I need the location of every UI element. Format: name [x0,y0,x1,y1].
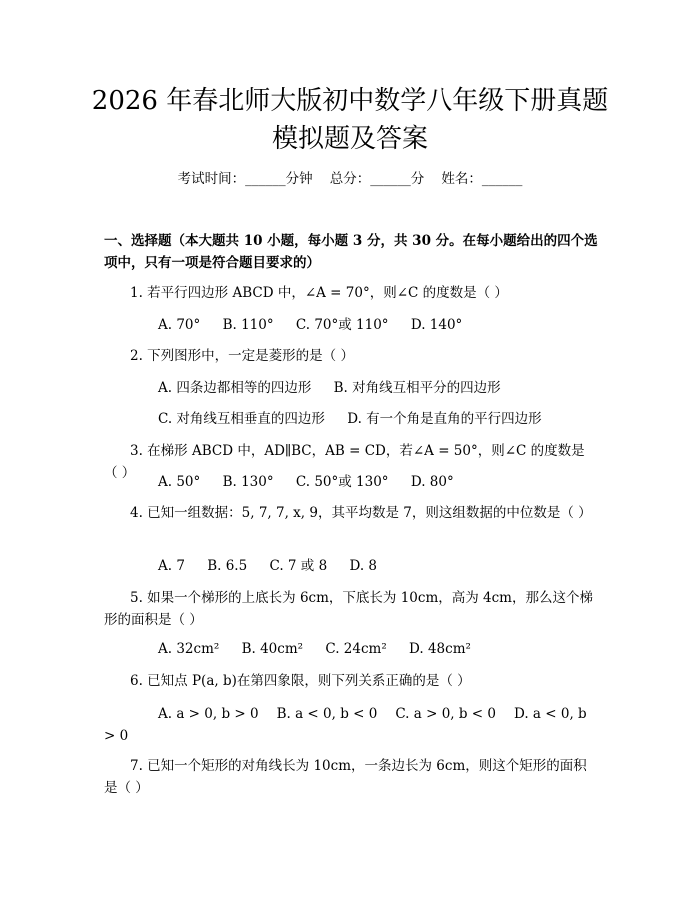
option-d: D. 80° [410,474,454,490]
question-2-options-row-2 [158,408,542,430]
question-3-stem: 3. 在梯形 ABCD 中，AD∥BC，AB = CD，若∠A = 50°，则∠C 的度数是（ ） [104,443,585,481]
option-a: A. 四条边都相等的四边形 [158,380,312,396]
question-4-stem: 4. 已知一组数据：5, 7, 7, x, 9，其平均数是 7，则这组数据的中位数是（ ） [130,505,592,521]
option-c: C. 50°或 130° [295,474,389,490]
option-b: B. 6.5 [207,558,248,574]
option-b: B. a < 0, b < 0 [276,706,378,722]
option-c: C. a > 0, b < 0 [395,706,496,722]
question-1-options [158,314,462,336]
question-7 [104,755,594,799]
question-4-options [158,555,377,577]
question-2 [104,345,594,367]
option-a: A. 70° [158,317,201,333]
question-4 [104,502,594,524]
option-d: D. 140° [410,317,463,333]
question-5-options [158,638,471,660]
option-a: A. a > 0, b > 0 [158,706,259,722]
option-b: B. 130° [222,474,274,490]
question-2-stem: 2. 下列图形中，一定是菱形的是（ ） [130,348,354,364]
question-7-stem: 7. 已知一个矩形的对角线长为 10cm，一条边长为 6cm，则这个矩形的面积是（ ） [104,758,587,796]
option-b: B. 110° [222,317,274,333]
option-c: C. 70°或 110° [295,317,389,333]
option-b: B. 40cm² [241,641,304,657]
option-c: C. 24cm² [325,641,387,657]
option-d: D. a < 0, b > 0 [104,706,587,744]
question-5-stem: 5. 如果一个梯形的上底长为 6cm，下底长为 10cm，高为 4cm，那么这个梯形的面积是（ ） [104,590,593,628]
question-1 [104,282,594,304]
option-a: A. 50° [158,474,201,490]
option-c: C. 对角线互相垂直的四边形 [158,411,325,427]
page-title-line-2: 模拟题及答案 [271,124,428,154]
option-d: D. 48cm² [409,641,471,657]
section-heading: 一、选择题（本大题共 10 小题，每小题 3 分，共 30 分。在每小题给出的四个选项中，只有一项是符合题目要求的） [104,233,598,271]
page-title-line-1: 2026 年春北师大版初中数学八年级下册真题 [91,86,609,116]
question-3-options [158,471,454,493]
option-a: A. 7 [158,558,185,574]
option-c: C. 7 或 8 [269,558,328,574]
question-6-options [104,703,594,747]
exam-info-line: 考试时间：______分钟 总分：______分 姓名：______ [177,171,523,187]
option-b: B. 对角线互相平分的四边形 [333,380,501,396]
option-d: D. 8 [349,558,378,574]
question-1-stem: 1. 若平行四边形 ABCD 中，∠A = 70°，则∠C 的度数是（ ） [130,285,508,301]
question-5 [104,587,594,631]
question-6 [104,670,594,692]
option-d: D. 有一个角是直角的平行四边形 [347,411,542,427]
question-6-stem: 6. 已知点 P(a, b)在第四象限，则下列关系正确的是（ ） [130,673,471,689]
option-a: A. 32cm² [158,641,220,657]
question-2-options-row-1 [158,377,501,399]
